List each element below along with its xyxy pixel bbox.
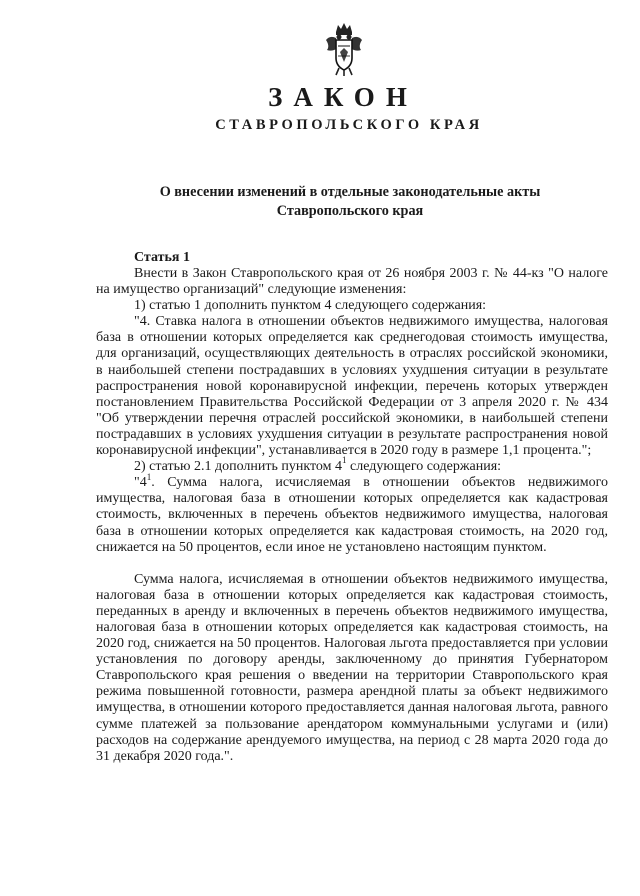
- document-body: [96, 250, 608, 765]
- paragraph-point-4-1-text: . Сумма налога, исчисляемая в отношении объектов недвижимого имущества, налоговая база в отношении которых определяется как кадастровая стоимость, включенных в перечень объектов недвижимого имущества, налоговая база в отношении которых определяется как кадастровая стоимость, на 2020 год, снижается на 50 процентов, если иное не установлено настоящим пунктом.: [96, 475, 608, 555]
- superscript: 1: [342, 455, 347, 466]
- law-subtitle: СТАВРОПОЛЬСКОГО КРАЯ: [215, 117, 483, 133]
- superscript: 1: [146, 471, 152, 482]
- document-heading: [0, 183, 640, 221]
- paragraph-item-2-text-end: следующего содержания:: [346, 459, 502, 475]
- document-heading-line-2: Ставропольского края: [276, 203, 424, 219]
- paragraph-point-4-1: [96, 471, 608, 555]
- paragraph-item-2: [96, 455, 608, 475]
- paragraph-item-2-text: 2) статью 2.1 дополнить пунктом 4: [134, 459, 343, 475]
- article-heading: Статья 1: [134, 250, 190, 265]
- paragraph-intro: Внести в Закон Ставропольского края от 26 ноября 2003 г. № 44-кз "О налоге на имущество организаций" следующие изменения:: [96, 266, 608, 298]
- paragraph-item-1: 1) статью 1 дополнить пунктом 4 следующего содержания:: [134, 298, 487, 314]
- document-heading-line-1: О внесении изменений в отдельные законодательные акты: [159, 184, 541, 200]
- paragraph-point-4-1-start: "4: [134, 475, 147, 491]
- coat-of-arms-icon: [324, 22, 364, 76]
- paragraph-gap: [96, 556, 608, 572]
- paragraph-lease-benefit: Сумма налога, исчисляемая в отношении объектов недвижимого имущества, налоговая база в отношении которых определяется как кадастровая стоимость, переданных в аренду и включенных в перечень объектов недвижимого имущества, налоговая база в отношении которых определяется как кадастровая стоимость, на 2020 год, снижается на 50 процентов. Налоговая льгота предоставляется при условии установления по договору аренды, заключенному до принятия Губернатором Ставропольского края решения о введении на территории Ставропольского края режима повышенной готовности, размера арендной платы за объект недвижимого имущества, в отношении которого предоставляется данная налоговая льгота, равного сумме платежей за пользование арендатором коммунальными услугами и (или) расходов на содержание арендуемого имущества, на период с 28 марта 2020 года до 31 декабря 2020 года.".: [96, 571, 608, 764]
- paragraph-point-4: "4. Ставка налога в отношении объектов недвижимого имущества, налоговая база в отношении которых определяется как среднегодовая стоимость имущества, для организаций, осуществляющих деятельность в отраслях российской экономики, в наибольшей степени пострадавших в условиях ухудшения ситуации в результате распространения новой коронавирусной инфекции, перечень которых утвержден постановлением Правительства Российской Федерации от 3 апреля 2020 г. № 434 "Об утверждении перечня отраслей российской экономики, в наибольшей степени пострадавших в условиях ухудшения ситуации в результате распространения новой коронавирусной инфекции", устанавливается в 2020 году в размере 1,1 процента.";: [96, 314, 608, 459]
- law-title: ЗАКОН: [268, 82, 418, 112]
